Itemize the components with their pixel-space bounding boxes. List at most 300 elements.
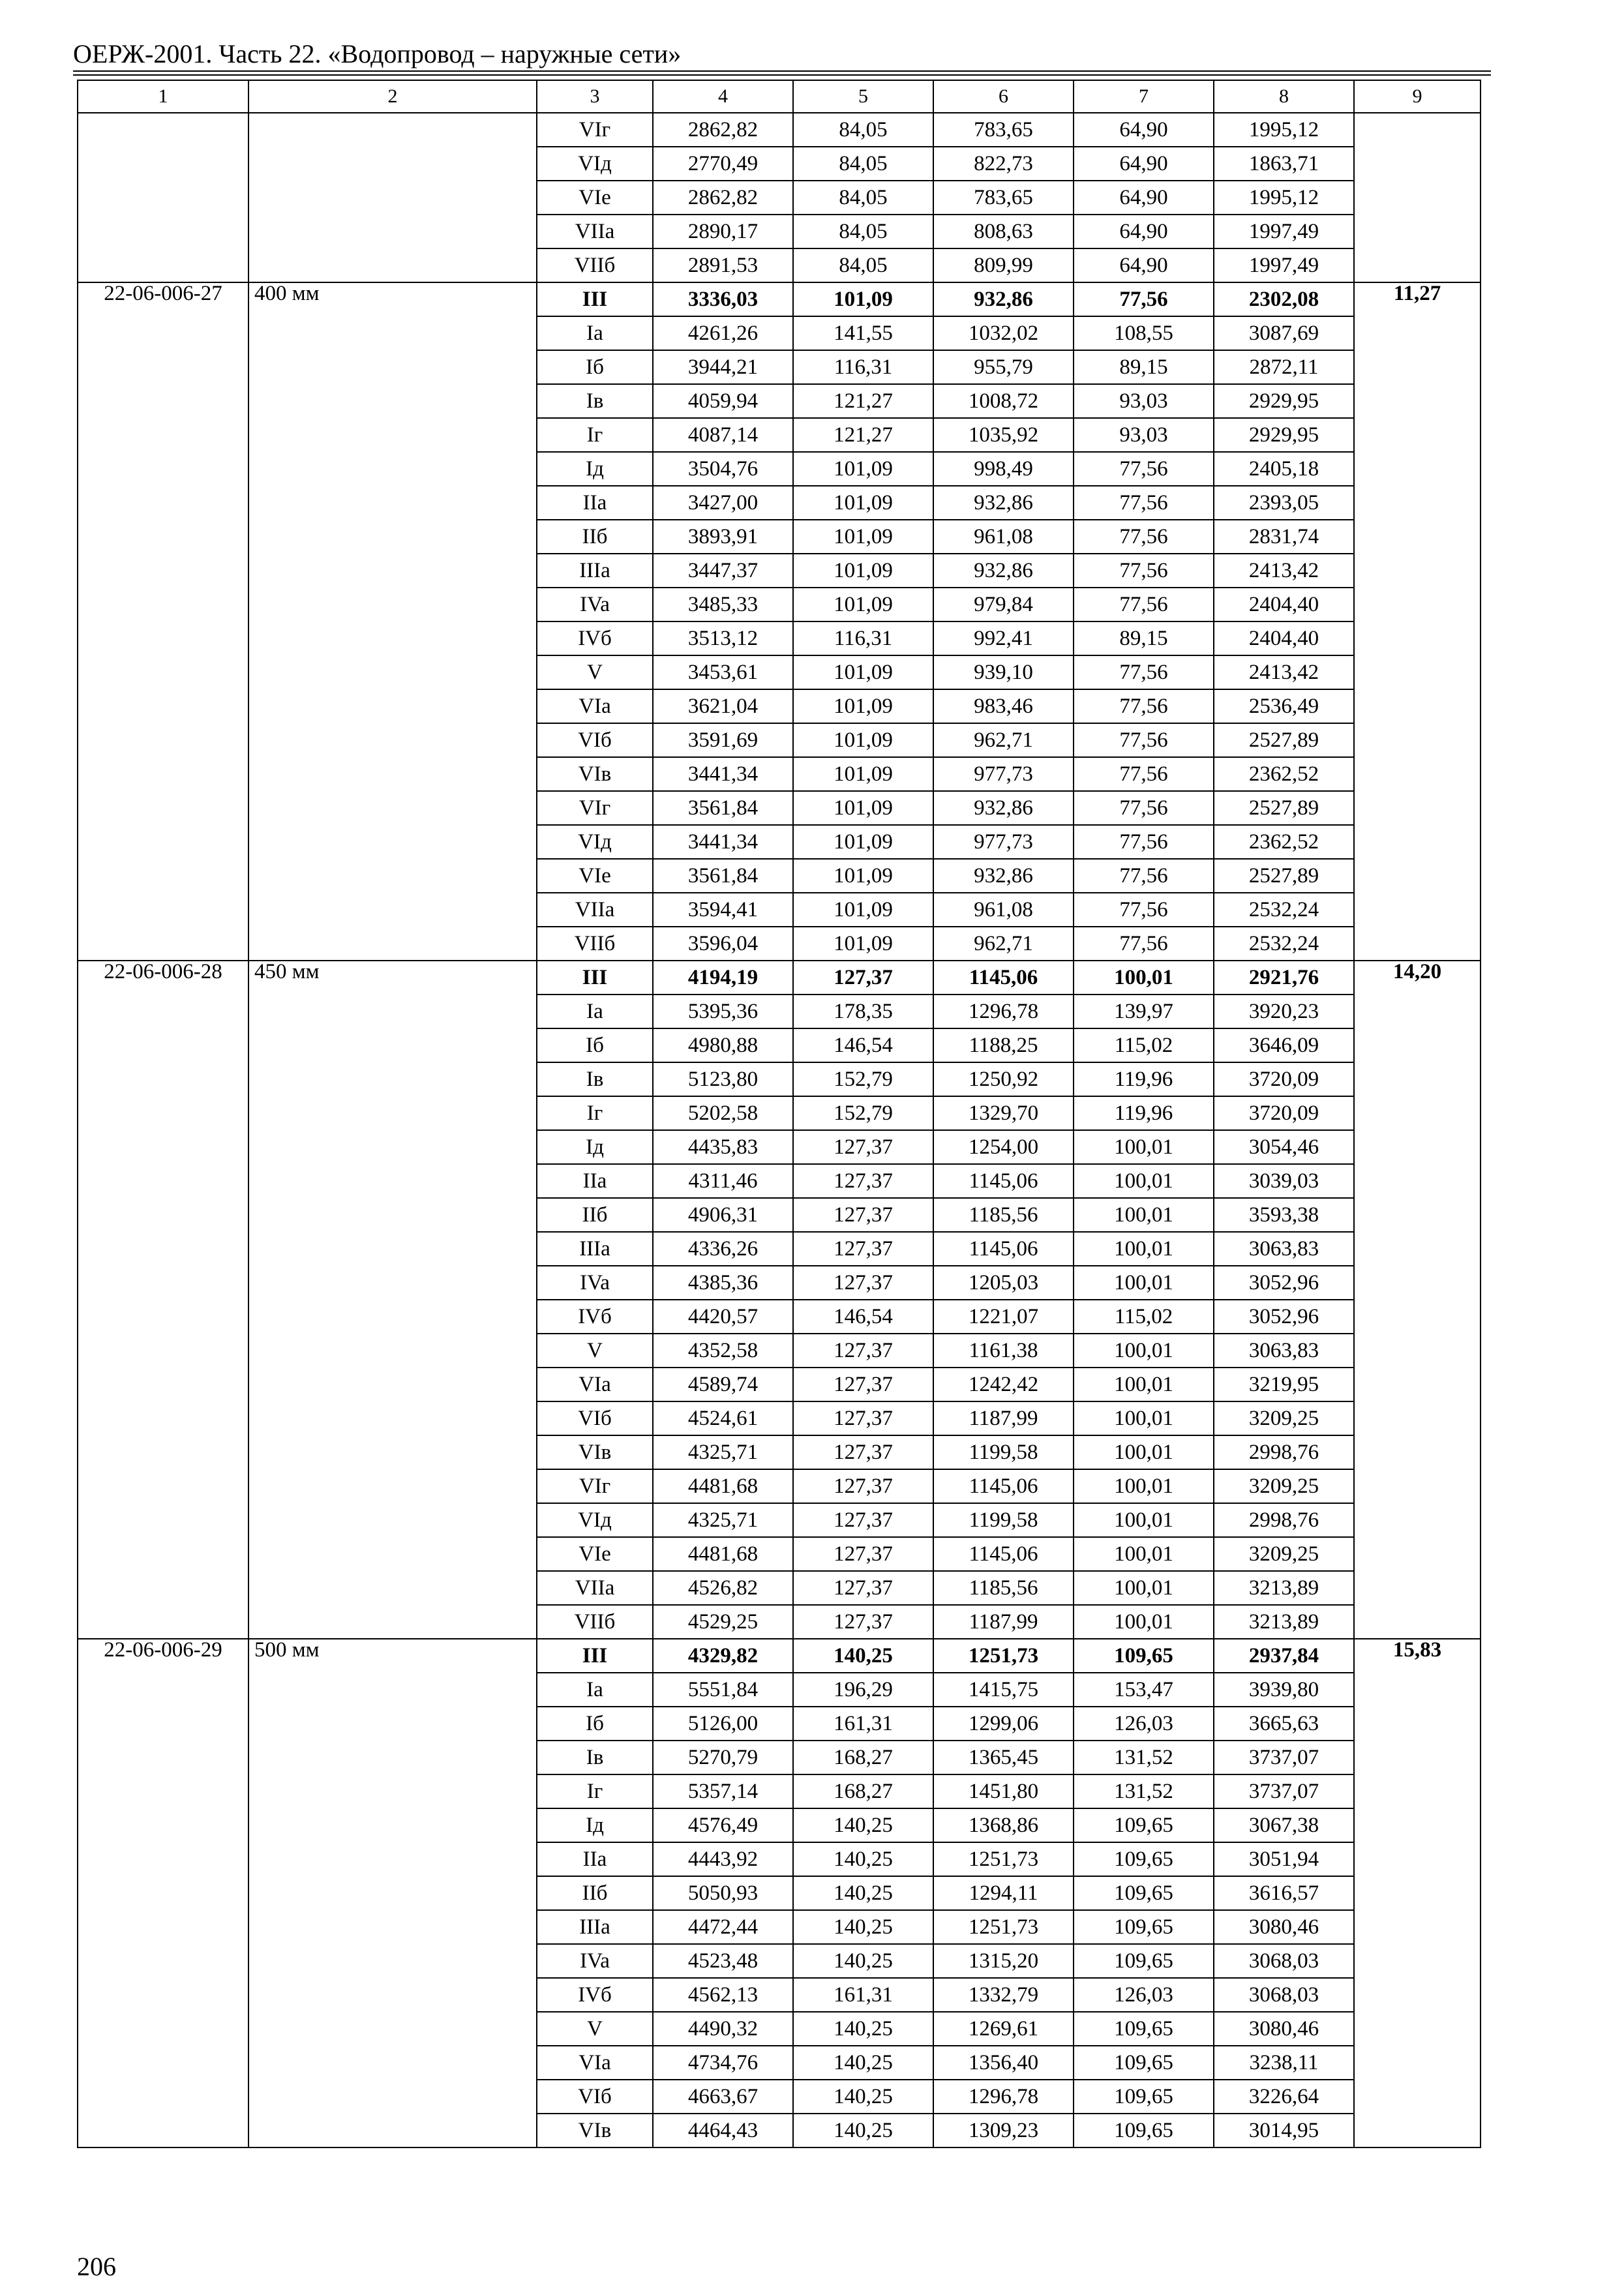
value-cell: 140,25 [793,1876,933,1910]
value-cell: 196,29 [793,1673,933,1707]
value-cell: 4734,76 [653,2046,793,2080]
value-cell: 1995,12 [1214,113,1354,147]
row-index-cell: VIг [537,1469,653,1503]
value-cell: 1415,75 [933,1673,1074,1707]
value-cell: 152,79 [793,1062,933,1096]
value-cell: 3219,95 [1214,1368,1354,1401]
value-cell: 4443,92 [653,1842,793,1876]
value-cell: 77,56 [1074,520,1214,554]
row-index-cell: Iб [537,1028,653,1062]
row-index-cell: IIIa [537,554,653,588]
value-cell: 140,25 [793,2080,933,2114]
value-cell: 77,56 [1074,927,1214,961]
value-cell: 3051,94 [1214,1842,1354,1876]
value-cell: 3209,25 [1214,1401,1354,1435]
value-cell: 2404,40 [1214,621,1354,655]
row-index-cell: IVб [537,1978,653,2012]
value-cell: 100,01 [1074,1401,1214,1435]
value-cell: 1199,58 [933,1435,1074,1469]
value-cell: 127,37 [793,961,933,995]
value-cell: 5270,79 [653,1741,793,1774]
value-cell: 961,08 [933,520,1074,554]
value-cell: 101,09 [793,520,933,554]
value-cell: 109,65 [1074,2046,1214,2080]
value-cell: 1296,78 [933,995,1074,1028]
value-cell: 2929,95 [1214,384,1354,418]
value-cell: 140,25 [793,2012,933,2046]
value-cell: 77,56 [1074,757,1214,791]
value-cell: 100,01 [1074,1232,1214,1266]
row-index-cell: VIб [537,723,653,757]
value-cell: 140,25 [793,2114,933,2147]
value-cell: 783,65 [933,181,1074,215]
value-cell: 1145,06 [933,1469,1074,1503]
value-cell: 1145,06 [933,961,1074,995]
row-index-cell: IIб [537,1876,653,1910]
value-cell: 101,09 [793,791,933,825]
page-number: 206 [77,2252,116,2281]
value-cell: 2527,89 [1214,859,1354,893]
value-cell: 3068,03 [1214,1978,1354,2012]
value-cell: 101,09 [793,723,933,757]
value-cell: 100,01 [1074,1266,1214,1300]
value-cell: 84,05 [793,147,933,181]
value-cell: 4385,36 [653,1266,793,1300]
value-cell: 3441,34 [653,757,793,791]
value-cell: 2998,76 [1214,1503,1354,1537]
value-cell: 77,56 [1074,689,1214,723]
column-number: 4 [653,80,793,113]
value-cell: 1294,11 [933,1876,1074,1910]
coefficient-cell [1354,113,1481,282]
value-cell: 3646,09 [1214,1028,1354,1062]
value-cell: 64,90 [1074,181,1214,215]
value-cell: 109,65 [1074,1910,1214,1944]
table-row [78,1639,1481,1673]
value-cell: 121,27 [793,418,933,452]
value-cell: 140,25 [793,1944,933,1978]
value-cell: 3080,46 [1214,2012,1354,2046]
row-index-cell: VIIa [537,1571,653,1605]
value-cell: 119,96 [1074,1096,1214,1130]
value-cell: 2393,05 [1214,486,1354,520]
row-index-cell: IIa [537,1842,653,1876]
value-cell: 5357,14 [653,1774,793,1808]
row-index-cell: VIв [537,2114,653,2147]
value-cell: 161,31 [793,1707,933,1741]
row-index-cell: VIб [537,1401,653,1435]
value-cell: 3336,03 [653,282,793,316]
column-number-row [78,80,1481,113]
row-index-cell: VIIa [537,215,653,248]
value-cell: 77,56 [1074,893,1214,927]
value-cell: 1296,78 [933,2080,1074,2114]
value-cell: 1035,92 [933,418,1074,452]
value-cell: 977,73 [933,757,1074,791]
value-cell: 127,37 [793,1537,933,1571]
row-index-cell: VIв [537,1435,653,1469]
value-cell: 1254,00 [933,1130,1074,1164]
row-index-cell: VIe [537,859,653,893]
value-cell: 100,01 [1074,1571,1214,1605]
pipe-diameter-cell: 450 мм [248,961,537,1639]
value-cell: 2929,95 [1214,418,1354,452]
value-cell: 4311,46 [653,1164,793,1198]
value-cell: 4087,14 [653,418,793,452]
value-cell: 100,01 [1074,1368,1214,1401]
row-index-cell: IIб [537,1198,653,1232]
value-cell: 961,08 [933,893,1074,927]
value-cell: 3427,00 [653,486,793,520]
value-cell: 3238,11 [1214,2046,1354,2080]
value-cell: 977,73 [933,825,1074,859]
value-cell: 100,01 [1074,1503,1214,1537]
table-row [78,282,1481,316]
value-cell: 161,31 [793,1978,933,2012]
value-cell: 2532,24 [1214,893,1354,927]
value-cell: 1269,61 [933,2012,1074,2046]
value-cell: 3080,46 [1214,1910,1354,1944]
value-cell: 2890,17 [653,215,793,248]
value-cell: 109,65 [1074,1639,1214,1673]
column-number: 3 [537,80,653,113]
value-cell: 126,03 [1074,1978,1214,2012]
row-index-cell: Iд [537,452,653,486]
table-body [78,80,1481,2147]
column-number: 6 [933,80,1074,113]
value-cell: 932,86 [933,282,1074,316]
value-cell: 3594,41 [653,893,793,927]
value-cell: 3513,12 [653,621,793,655]
value-cell: 3920,23 [1214,995,1354,1028]
row-index-cell: IVa [537,588,653,621]
row-index-cell: IVa [537,1266,653,1300]
value-cell: 64,90 [1074,215,1214,248]
value-cell: 109,65 [1074,1876,1214,1910]
value-cell: 1329,70 [933,1096,1074,1130]
value-cell: 100,01 [1074,1537,1214,1571]
value-cell: 115,02 [1074,1300,1214,1334]
row-index-cell: VIд [537,147,653,181]
value-cell: 77,56 [1074,486,1214,520]
value-cell: 77,56 [1074,655,1214,689]
value-cell: 101,09 [793,757,933,791]
value-cell: 3596,04 [653,927,793,961]
value-cell: 77,56 [1074,859,1214,893]
value-cell: 5202,58 [653,1096,793,1130]
value-cell: 3209,25 [1214,1469,1354,1503]
row-index-cell: IVб [537,621,653,655]
value-cell: 1368,86 [933,1808,1074,1842]
value-cell: 3052,96 [1214,1300,1354,1334]
value-cell: 4464,43 [653,2114,793,2147]
value-cell: 101,09 [793,655,933,689]
row-index-cell: VIe [537,181,653,215]
value-cell: 5126,00 [653,1707,793,1741]
value-cell: 64,90 [1074,113,1214,147]
rates-table [77,80,1481,2148]
row-index-cell: VIб [537,2080,653,2114]
value-cell: 3737,07 [1214,1774,1354,1808]
value-cell: 808,63 [933,215,1074,248]
value-cell: 2937,84 [1214,1639,1354,1673]
value-cell: 109,65 [1074,2114,1214,2147]
value-cell: 101,09 [793,859,933,893]
value-cell: 64,90 [1074,147,1214,181]
value-cell: 3561,84 [653,859,793,893]
value-cell: 2405,18 [1214,452,1354,486]
value-cell: 3665,63 [1214,1707,1354,1741]
row-index-cell: VIIa [537,893,653,927]
value-cell: 84,05 [793,215,933,248]
value-cell: 4194,19 [653,961,793,995]
row-index-cell: Ia [537,1673,653,1707]
value-cell: 126,03 [1074,1707,1214,1741]
value-cell: 1188,25 [933,1028,1074,1062]
value-cell: 109,65 [1074,1944,1214,1978]
value-cell: 4059,94 [653,384,793,418]
row-index-cell: Iд [537,1808,653,1842]
value-cell: 121,27 [793,384,933,418]
value-cell: 2770,49 [653,147,793,181]
value-cell: 1315,20 [933,1944,1074,1978]
value-cell: 101,09 [793,486,933,520]
row-index-cell: Iг [537,1096,653,1130]
row-index-cell: Iг [537,1774,653,1808]
value-cell: 1145,06 [933,1164,1074,1198]
value-cell: 140,25 [793,2046,933,2080]
row-index-cell: Ia [537,995,653,1028]
value-cell: 1161,38 [933,1334,1074,1368]
value-cell: 3213,89 [1214,1571,1354,1605]
value-cell: 2527,89 [1214,723,1354,757]
value-cell: 101,09 [793,282,933,316]
rate-code-cell: 22-06-006-28 [78,961,248,1639]
value-cell: 1242,42 [933,1368,1074,1401]
value-cell: 109,65 [1074,2012,1214,2046]
value-cell: 84,05 [793,248,933,282]
row-index-cell: VIa [537,689,653,723]
value-cell: 1997,49 [1214,248,1354,282]
value-cell: 1356,40 [933,2046,1074,2080]
row-index-cell: VIг [537,791,653,825]
value-cell: 100,01 [1074,1435,1214,1469]
value-cell: 2921,76 [1214,961,1354,995]
value-cell: 1185,56 [933,1571,1074,1605]
row-index-cell: IIa [537,1164,653,1198]
value-cell: 2891,53 [653,248,793,282]
value-cell: 101,09 [793,893,933,927]
value-cell: 3504,76 [653,452,793,486]
value-cell: 4562,13 [653,1978,793,2012]
value-cell: 100,01 [1074,1198,1214,1232]
value-cell: 77,56 [1074,825,1214,859]
value-cell: 992,41 [933,621,1074,655]
value-cell: 77,56 [1074,282,1214,316]
row-index-cell: Iд [537,1130,653,1164]
value-cell: 127,37 [793,1164,933,1198]
column-number: 1 [78,80,248,113]
value-cell: 100,01 [1074,1605,1214,1639]
value-cell: 4325,71 [653,1503,793,1537]
row-index-cell: IVa [537,1944,653,1978]
rate-code-cell: 22-06-006-29 [78,1639,248,2147]
row-index-cell: IIб [537,520,653,554]
value-cell: 4526,82 [653,1571,793,1605]
value-cell: 1309,23 [933,2114,1074,2147]
value-cell: 131,52 [1074,1774,1214,1808]
value-cell: 3616,57 [1214,1876,1354,1910]
value-cell: 146,54 [793,1028,933,1062]
value-cell: 127,37 [793,1469,933,1503]
value-cell: 3720,09 [1214,1062,1354,1096]
value-cell: 4420,57 [653,1300,793,1334]
column-number: 5 [793,80,933,113]
value-cell: 1145,06 [933,1537,1074,1571]
value-cell: 140,25 [793,1639,933,1673]
value-cell: 119,96 [1074,1062,1214,1096]
value-cell: 2413,42 [1214,554,1354,588]
value-cell: 1251,73 [933,1639,1074,1673]
value-cell: 116,31 [793,621,933,655]
value-cell: 3621,04 [653,689,793,723]
value-cell: 4663,67 [653,2080,793,2114]
value-cell: 127,37 [793,1130,933,1164]
header-rule-thin [73,74,1491,76]
value-cell: 3063,83 [1214,1334,1354,1368]
value-cell: 127,37 [793,1605,933,1639]
row-index-cell: Iв [537,384,653,418]
value-cell: 140,25 [793,1910,933,1944]
value-cell: 3939,80 [1214,1673,1354,1707]
value-cell: 84,05 [793,181,933,215]
value-cell: 4576,49 [653,1808,793,1842]
value-cell: 4472,44 [653,1910,793,1944]
value-cell: 5551,84 [653,1673,793,1707]
pipe-diameter-cell: 400 мм [248,282,537,961]
table-row [78,113,1481,147]
value-cell: 809,99 [933,248,1074,282]
value-cell: 3039,03 [1214,1164,1354,1198]
value-cell: 89,15 [1074,621,1214,655]
value-cell: 2862,82 [653,113,793,147]
value-cell: 115,02 [1074,1028,1214,1062]
row-index-cell: VIa [537,2046,653,2080]
value-cell: 141,55 [793,316,933,350]
value-cell: 1185,56 [933,1198,1074,1232]
column-number: 9 [1354,80,1481,113]
value-cell: 4524,61 [653,1401,793,1435]
value-cell: 2862,82 [653,181,793,215]
row-index-cell: IIa [537,486,653,520]
value-cell: 3720,09 [1214,1096,1354,1130]
value-cell: 101,09 [793,452,933,486]
row-index-cell: IIIa [537,1232,653,1266]
row-index-cell: III [537,1639,653,1673]
value-cell: 146,54 [793,1300,933,1334]
value-cell: 3591,69 [653,723,793,757]
header-rule-thick [73,70,1491,72]
value-cell: 4336,26 [653,1232,793,1266]
value-cell: 84,05 [793,113,933,147]
value-cell: 932,86 [933,791,1074,825]
row-index-cell: Ia [537,316,653,350]
value-cell: 1365,45 [933,1741,1074,1774]
value-cell: 4481,68 [653,1537,793,1571]
value-cell: 127,37 [793,1368,933,1401]
value-cell: 127,37 [793,1334,933,1368]
name-cell [248,113,537,282]
value-cell: 3226,64 [1214,2080,1354,2114]
value-cell: 1008,72 [933,384,1074,418]
value-cell: 2536,49 [1214,689,1354,723]
value-cell: 101,09 [793,588,933,621]
row-index-cell: IIIa [537,1910,653,1944]
value-cell: 100,01 [1074,1469,1214,1503]
value-cell: 127,37 [793,1232,933,1266]
value-cell: 101,09 [793,554,933,588]
value-cell: 955,79 [933,350,1074,384]
value-cell: 93,03 [1074,384,1214,418]
value-cell: 3014,95 [1214,2114,1354,2147]
value-cell: 101,09 [793,825,933,859]
value-cell: 168,27 [793,1774,933,1808]
table-row [78,961,1481,995]
value-cell: 932,86 [933,486,1074,520]
value-cell: 1199,58 [933,1503,1074,1537]
value-cell: 822,73 [933,147,1074,181]
value-cell: 932,86 [933,859,1074,893]
row-index-cell: Iб [537,1707,653,1741]
value-cell: 4490,32 [653,2012,793,2046]
row-index-cell: VIIб [537,927,653,961]
row-index-cell: VIe [537,1537,653,1571]
value-cell: 2831,74 [1214,520,1354,554]
value-cell: 93,03 [1074,418,1214,452]
value-cell: 77,56 [1074,554,1214,588]
value-cell: 139,97 [1074,995,1214,1028]
value-cell: 2404,40 [1214,588,1354,621]
row-index-cell: Iв [537,1741,653,1774]
value-cell: 3453,61 [653,655,793,689]
value-cell: 1187,99 [933,1401,1074,1435]
value-cell: 127,37 [793,1503,933,1537]
value-cell: 100,01 [1074,1130,1214,1164]
value-cell: 100,01 [1074,1334,1214,1368]
value-cell: 1997,49 [1214,215,1354,248]
row-index-cell: Iв [537,1062,653,1096]
value-cell: 4325,71 [653,1435,793,1469]
value-cell: 4906,31 [653,1198,793,1232]
row-index-cell: VIд [537,825,653,859]
value-cell: 939,10 [933,655,1074,689]
row-index-cell: VIв [537,757,653,791]
column-number: 7 [1074,80,1214,113]
value-cell: 1250,92 [933,1062,1074,1096]
value-cell: 1205,03 [933,1266,1074,1300]
row-index-cell: VIг [537,113,653,147]
value-cell: 64,90 [1074,248,1214,282]
value-cell: 100,01 [1074,1164,1214,1198]
value-cell: 3054,46 [1214,1130,1354,1164]
value-cell: 101,09 [793,689,933,723]
row-index-cell: IVб [537,1300,653,1334]
value-cell: 109,65 [1074,1842,1214,1876]
row-index-cell: III [537,961,653,995]
value-cell: 4329,82 [653,1639,793,1673]
value-cell: 1145,06 [933,1232,1074,1266]
row-index-cell: Iг [537,418,653,452]
